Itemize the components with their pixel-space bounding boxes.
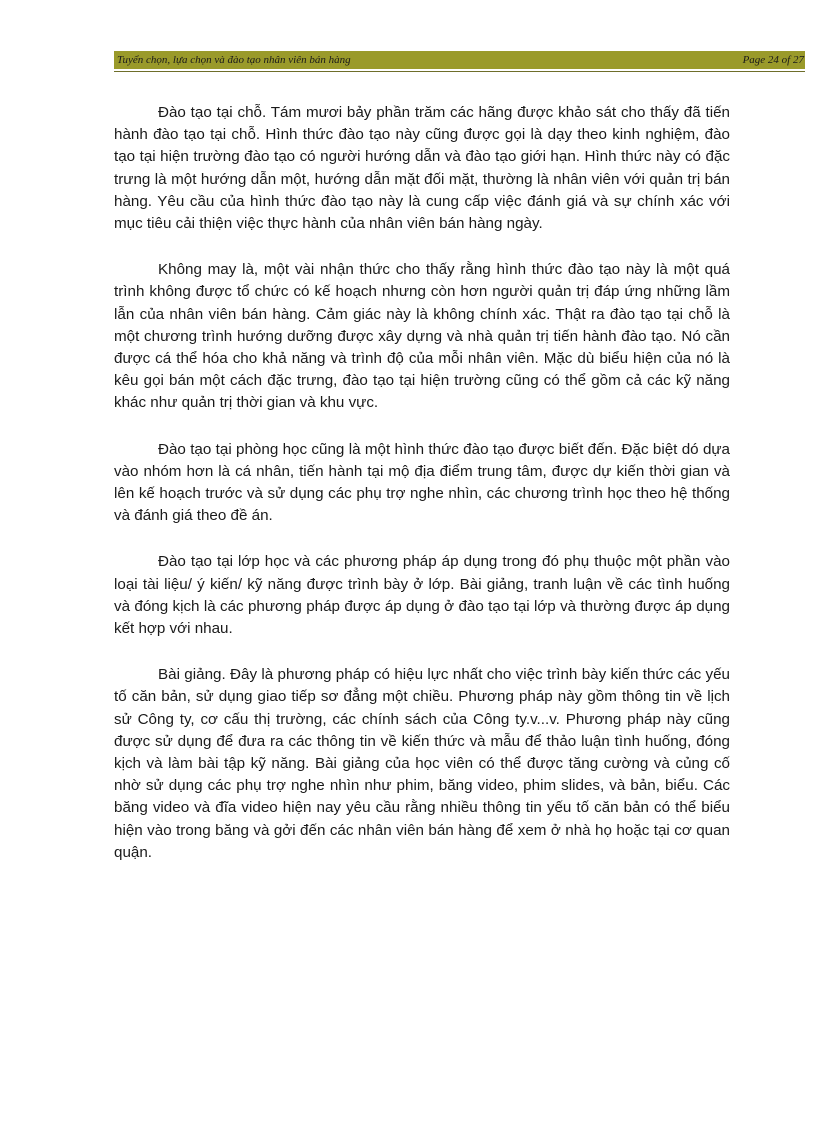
page-number: Page 24 of 27: [742, 54, 804, 66]
paragraph: Đào tạo tại chỗ. Tám mươi bảy phần trăm các hãng được khảo sát cho thấy đã tiến hành đào tạo tại chỗ. Hình thức đào tạo này cũng được gọi là dạy theo kinh nghiệm, đào tạo tại hiện trường đào tạo có người hướng dẫn và đào tạo giới hạn. Hình thức này có đặc trưng là một hướng dẫn một, hướng dẫn mặt đối mặt, thường là nhân viên với quản trị bán hàng. Yêu cầu của hình thức đào tạo này là cung cấp việc đánh giá và sự chính xác với mục tiêu cải thiện việc thực hành của nhân viên bán hàng ngày.: [114, 104, 730, 233]
document-title: Tuyển chọn, lựa chọn và đào tạo nhân viên bán hàng: [117, 54, 351, 66]
paragraph: Bài giảng. Đây là phương pháp có hiệu lực nhất cho việc trình bày kiến thức các yếu tố căn bản, sử dụng giao tiếp sơ đẳng một chiều. Phương pháp này gồm thông tin về lịch sử Công ty, cơ cấu thị trường, các chính sách của Công ty.v...v. Phương pháp này cũng được sử dụng để đưa ra các thông tin về kiến thức và mẫu để thảo luận tình huống, đóng kịch và làm bài tập kỹ năng. Bài giảng của học viên có thể được tăng cường và củng cố nhờ sử dụng các phụ trợ nghe nhìn như phim, băng video, phim slides, và bản, biểu. Các băng video và đĩa video hiện nay yêu cầu rằng nhiều thông tin yếu tố căn bản có thể biểu hiện vào trong băng và gởi đến các nhân viên bán hàng để xem ở nhà họ hoặc tại cơ quan quận.: [114, 666, 730, 861]
paragraph: Không may là, một vài nhận thức cho thấy rằng hình thức đào tạo này là một quá trình không được tổ chức có kế hoạch nhưng còn hơn người quản trị đáp ứng những lầm lẫn của nhân viên bán hàng. Cảm giác này là không chính xác. Thật ra đào tạo tại chỗ là một chương trình hướng dưỡng được xây dựng và nhà quản trị tiến hành đào tạo. Nó cần được cá thể hóa cho khả năng và trình độ của mỗi nhân viên. Mặc dù biểu hiện của nó là kêu gọi bán một cách đặc trưng, đào tạo tại hiện trường cũng có thể gồm cả các kỹ năng khác như quản trị thời gian và khu vực.: [114, 261, 730, 412]
paragraph: Đào tạo tại phòng học cũng là một hình thức đào tạo được biết đến. Đặc biệt dó dựa vào nhóm hơn là cá nhân, tiến hành tại mộ địa điểm trung tâm, được dự kiến thời gian và lên kế hoạch trước và sử dụng các phụ trợ nghe nhìn, các chương trình học theo hệ thống và đánh giá theo đề án.: [114, 440, 730, 525]
document-body: [114, 102, 730, 888]
header-divider: [114, 71, 805, 72]
page-header: [114, 51, 805, 69]
paragraph: Đào tạo tại lớp học và các phương pháp áp dụng trong đó phụ thuộc một phần vào loại tài liệu/ ý kiến/ kỹ năng được trình bày ở lớp. Bài giảng, tranh luận về các tình huống và đóng kịch là các phương pháp được áp dụng ở đào tạo tại lớp và thường được áp dụng kết hợp với nhau.: [114, 553, 730, 638]
